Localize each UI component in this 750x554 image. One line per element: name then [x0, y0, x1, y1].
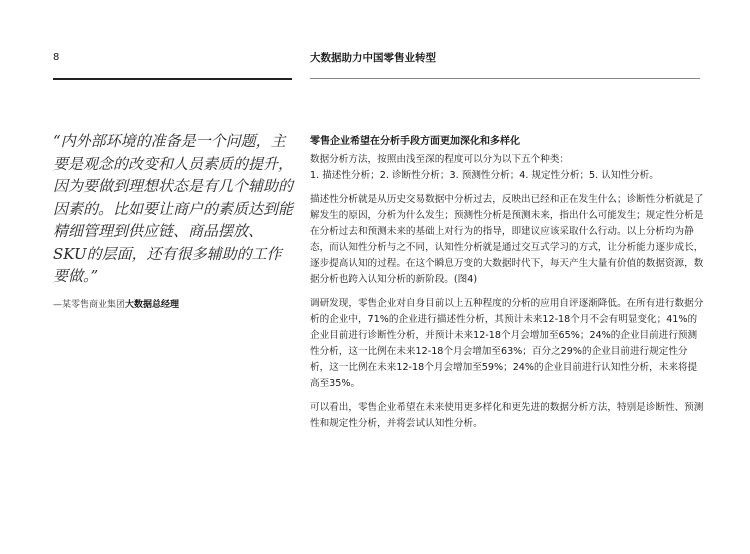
left-column-rule [53, 78, 292, 80]
attribution-prefix: —某零售商业集团 [53, 300, 126, 310]
right-column-rule [310, 78, 700, 79]
paragraph-3: 可以看出，零售企业希望在未来使用更多样化和更先进的数据分析方法，特别是诊断性、预测性和规定性分析，并将尝试认知性分析。 [310, 402, 704, 429]
intro-line-1: 数据分析方法，按照由浅至深的程度可以分为以下五个种类： [310, 154, 570, 165]
intro-line-2: 1. 描述性分析；2. 诊断性分析；3. 预测性分析；4. 规定性分析；5. 认知性分析。 [310, 170, 659, 181]
quote-attribution [53, 297, 179, 310]
body-column [310, 134, 704, 440]
pull-quote: “内外部环境的准备是一个问题，主要是观念的改变和人员素质的提升，因为要做到理想状态是有几个辅助的因素的。比如要让商户的素质达到能精细管理到供应链、商品摆放、SKU的层面，还有很多辅助的工作要做。” [53, 132, 294, 285]
paragraph-1: 描述性分析就是从历史交易数据中分析过去，反映出已经和正在发生什么；诊断性分析就是了解发生的原因，分析为什么发生；预测性分析是预测未来，指出什么可能发生；规定性分析是在分析过去和预测未来的基础上对行为的指导，即建议应该采取什么行动。以上分析均为静态，而认知性分析与之不同，认知性分析就是通过交互式学习的方式，让分析能力逐步成长，逐步提高认知的过程。在这个瞬息万变的大数据时代下，每天产生大量有价值的数据资源，数据分析也跨入认知分析的新阶段。(图4) [310, 194, 704, 285]
attribution-role: 大数据总经理 [125, 300, 180, 310]
running-header-title: 大数据助力中国零售业转型 [310, 52, 436, 64]
page-number: 8 [53, 52, 60, 63]
paragraph-2: 调研发现，零售企业对自身目前以上五种程度的分析的应用自评逐渐降低。在所有进行数据分析的企业中，71%的企业进行描述性分析，其预计未来12-18个月不会有明显变化；41%的企业目前进行诊断性分析，并预计未来12-18个月会增加至65%；24%的企业目前进行预测性分析，这一比例在未来12-18个月会增加至63%；百分之29%的企业目前进行规定性分析，这一比例在未来12-18个月会增加至59%；24%的企业目前进行认知性分析，未来将提高至35%。 [310, 298, 704, 389]
section-heading: 零售企业希望在分析手段方面更加深化和多样化 [310, 136, 520, 147]
